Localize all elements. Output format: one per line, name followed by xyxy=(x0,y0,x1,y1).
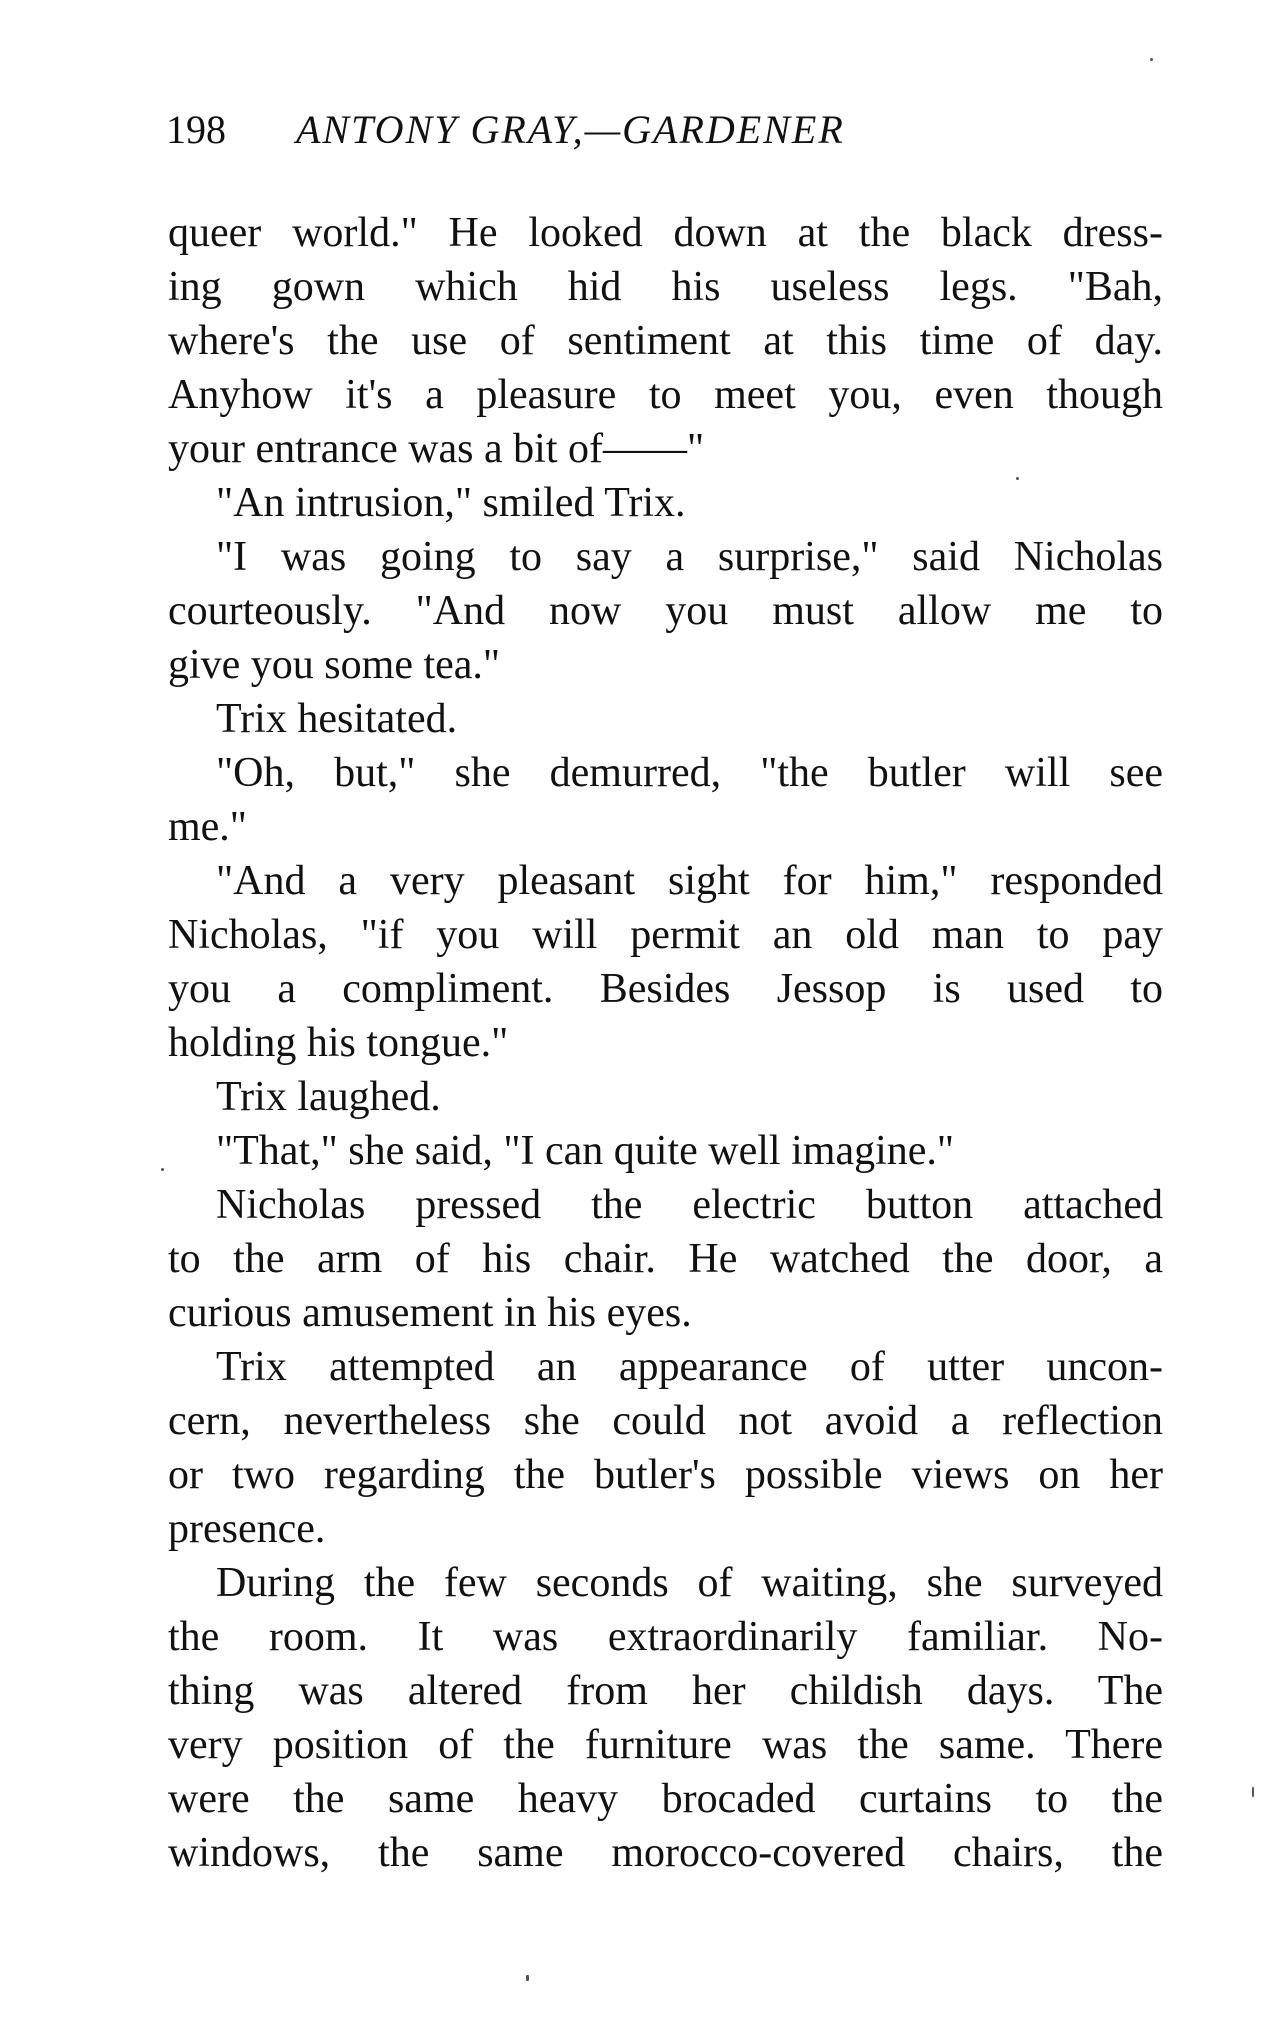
text-line: to the arm of his chair. He watched the door, a xyxy=(168,1236,1163,1282)
scan-speck xyxy=(526,1975,529,1981)
text-line: holding his tongue." xyxy=(168,1020,509,1066)
running-head xyxy=(166,100,1166,160)
text-line: the room. It was extraordinarily familiar. No- xyxy=(168,1614,1163,1660)
scan-speck xyxy=(161,1168,164,1171)
text-line: where's the use of sentiment at this time of day. xyxy=(168,318,1163,364)
text-line: Trix hesitated. xyxy=(216,696,458,742)
page-number: 198 xyxy=(166,107,226,152)
text-line: courteously. "And now you must allow me to xyxy=(168,588,1163,634)
text-line: presence. xyxy=(168,1506,326,1552)
text-line: windows, the same morocco-covered chairs, the xyxy=(168,1830,1163,1876)
text-line: very position of the furniture was the same. There xyxy=(168,1722,1163,1768)
text-line: "An intrusion," smiled Trix. xyxy=(216,480,686,526)
scan-speck xyxy=(1150,58,1153,61)
text-line: curious amusement in his eyes. xyxy=(168,1290,692,1336)
text-line: "I was going to say a surprise," said Nicholas xyxy=(216,534,1163,580)
text-line: "And a very pleasant sight for him," responded xyxy=(216,858,1163,904)
text-line: me." xyxy=(168,804,247,850)
text-line: During the few seconds of waiting, she surveyed xyxy=(216,1560,1163,1606)
body-text xyxy=(168,206,1163,1880)
text-line: or two regarding the butler's possible views on her xyxy=(168,1452,1163,1498)
text-line: ing gown which hid his useless legs. "Bah, xyxy=(168,264,1163,310)
text-line: Trix attempted an appearance of utter uncon- xyxy=(216,1344,1163,1390)
scan-speck xyxy=(1016,477,1019,480)
text-line: Anyhow it's a pleasure to meet you, even though xyxy=(168,372,1163,418)
text-line: you a compliment. Besides Jessop is used to xyxy=(168,966,1163,1012)
text-line: Nicholas, "if you will permit an old man to pay xyxy=(168,912,1163,958)
text-line: your entrance was a bit of——" xyxy=(168,426,705,472)
scan-speck xyxy=(1252,1787,1254,1797)
text-line: cern, nevertheless she could not avoid a reflection xyxy=(168,1398,1163,1444)
text-line: thing was altered from her childish days. The xyxy=(168,1668,1163,1714)
text-line: were the same heavy brocaded curtains to the xyxy=(168,1776,1163,1822)
text-line: Trix laughed. xyxy=(216,1074,441,1120)
text-line: "That," she said, "I can quite well imagine." xyxy=(216,1128,955,1174)
book-title: ANTONY GRAY,—GARDENER xyxy=(296,107,845,152)
text-line: queer world." He looked down at the black dress- xyxy=(168,210,1163,256)
text-line: Nicholas pressed the electric button attached xyxy=(216,1182,1163,1228)
text-line: give you some tea." xyxy=(168,642,501,688)
text-line: "Oh, but," she demurred, "the butler will see xyxy=(216,750,1163,796)
